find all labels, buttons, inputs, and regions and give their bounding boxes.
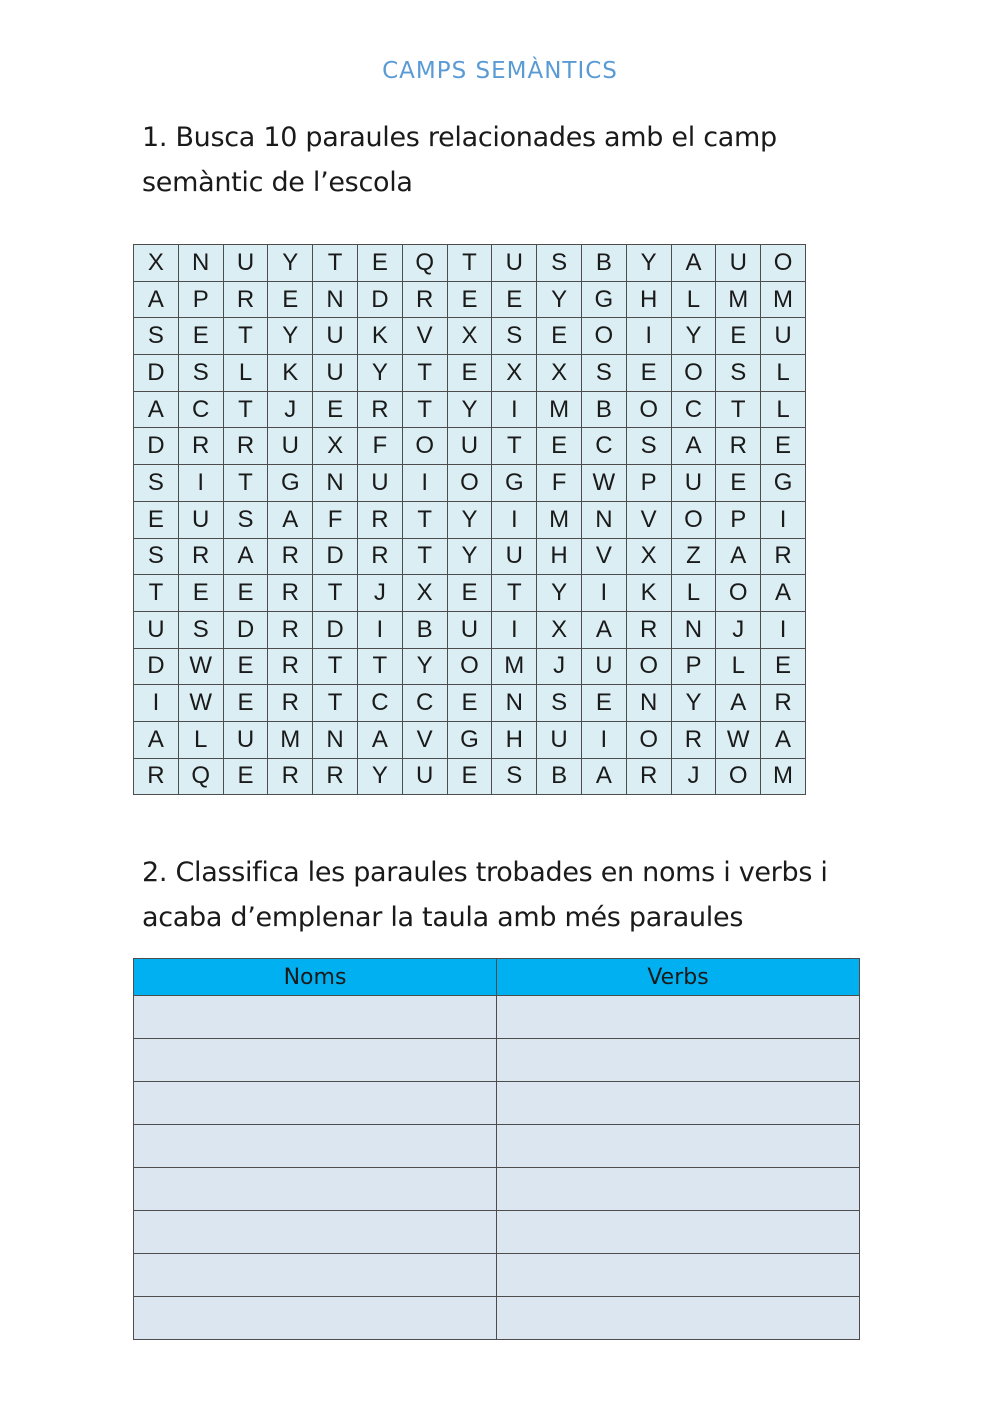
grid-cell[interactable]: D bbox=[223, 611, 268, 648]
grid-cell[interactable]: R bbox=[671, 721, 716, 758]
header-noms: Noms bbox=[134, 959, 497, 996]
classification-table bbox=[133, 958, 860, 1340]
verb-cell[interactable] bbox=[497, 1297, 860, 1340]
grid-cell[interactable]: E bbox=[447, 355, 492, 392]
grid-cell[interactable]: J bbox=[268, 391, 313, 428]
grid-cell[interactable]: B bbox=[581, 391, 626, 428]
grid-cell[interactable]: X bbox=[313, 428, 358, 465]
grid-cell[interactable]: I bbox=[492, 611, 537, 648]
grid-cell[interactable]: I bbox=[134, 685, 179, 722]
grid-cell[interactable]: I bbox=[626, 318, 671, 355]
grid-cell[interactable]: E bbox=[716, 318, 761, 355]
grid-cell[interactable]: S bbox=[134, 465, 179, 502]
noun-cell[interactable] bbox=[134, 1125, 497, 1168]
grid-cell[interactable]: I bbox=[402, 465, 447, 502]
grid-cell[interactable]: R bbox=[223, 428, 268, 465]
grid-cell[interactable]: A bbox=[268, 501, 313, 538]
grid-cell[interactable]: U bbox=[761, 318, 806, 355]
table-row bbox=[134, 1125, 860, 1168]
grid-cell[interactable]: E bbox=[761, 428, 806, 465]
grid-cell[interactable]: R bbox=[268, 575, 313, 612]
grid-cell[interactable]: C bbox=[178, 391, 223, 428]
grid-cell[interactable]: E bbox=[761, 648, 806, 685]
grid-cell[interactable]: E bbox=[581, 685, 626, 722]
grid-cell[interactable]: G bbox=[447, 721, 492, 758]
grid-cell[interactable]: G bbox=[761, 465, 806, 502]
verb-cell[interactable] bbox=[497, 996, 860, 1039]
grid-cell[interactable]: Y bbox=[357, 355, 402, 392]
grid-cell[interactable]: Y bbox=[671, 685, 716, 722]
header-verbs: Verbs bbox=[497, 959, 860, 996]
grid-cell[interactable]: O bbox=[671, 501, 716, 538]
verb-cell[interactable] bbox=[497, 1254, 860, 1297]
grid-cell[interactable]: I bbox=[581, 721, 626, 758]
grid-cell[interactable]: D bbox=[134, 648, 179, 685]
grid-cell[interactable]: E bbox=[357, 245, 402, 282]
grid-cell[interactable]: D bbox=[313, 538, 358, 575]
grid-cell[interactable]: A bbox=[134, 281, 179, 318]
grid-cell[interactable]: U bbox=[223, 245, 268, 282]
grid-cell[interactable]: F bbox=[537, 465, 582, 502]
grid-cell[interactable]: N bbox=[581, 501, 626, 538]
grid-row bbox=[134, 611, 806, 648]
grid-cell[interactable]: R bbox=[357, 391, 402, 428]
grid-cell[interactable]: V bbox=[626, 501, 671, 538]
grid-cell[interactable]: M bbox=[716, 281, 761, 318]
grid-cell[interactable]: T bbox=[134, 575, 179, 612]
grid-cell[interactable]: X bbox=[537, 611, 582, 648]
grid-row bbox=[134, 538, 806, 575]
grid-cell[interactable]: N bbox=[313, 281, 358, 318]
grid-cell[interactable]: G bbox=[581, 281, 626, 318]
grid-cell[interactable]: R bbox=[402, 281, 447, 318]
grid-cell[interactable]: U bbox=[134, 611, 179, 648]
grid-cell[interactable]: O bbox=[402, 428, 447, 465]
grid-cell[interactable]: L bbox=[761, 391, 806, 428]
grid-cell[interactable]: J bbox=[716, 611, 761, 648]
grid-cell[interactable]: F bbox=[357, 428, 402, 465]
grid-cell[interactable]: L bbox=[761, 355, 806, 392]
grid-row bbox=[134, 758, 806, 795]
table-row bbox=[134, 1039, 860, 1082]
grid-cell[interactable]: E bbox=[537, 428, 582, 465]
grid-cell[interactable]: H bbox=[626, 281, 671, 318]
table-row bbox=[134, 1168, 860, 1211]
table-row bbox=[134, 1211, 860, 1254]
grid-cell[interactable]: A bbox=[716, 538, 761, 575]
grid-cell[interactable]: S bbox=[492, 318, 537, 355]
grid-cell[interactable]: U bbox=[581, 648, 626, 685]
grid-cell[interactable]: X bbox=[492, 355, 537, 392]
grid-cell[interactable]: S bbox=[134, 538, 179, 575]
grid-cell[interactable]: X bbox=[447, 318, 492, 355]
grid-cell[interactable]: R bbox=[178, 538, 223, 575]
grid-cell[interactable]: Y bbox=[447, 538, 492, 575]
grid-row bbox=[134, 428, 806, 465]
grid-cell[interactable]: E bbox=[178, 575, 223, 612]
grid-cell[interactable]: R bbox=[761, 685, 806, 722]
grid-cell[interactable]: M bbox=[537, 391, 582, 428]
grid-cell[interactable]: U bbox=[492, 538, 537, 575]
verb-cell[interactable] bbox=[497, 1082, 860, 1125]
grid-cell[interactable]: E bbox=[223, 575, 268, 612]
grid-cell[interactable]: M bbox=[537, 501, 582, 538]
grid-cell[interactable]: A bbox=[357, 721, 402, 758]
grid-cell[interactable]: T bbox=[313, 648, 358, 685]
grid-cell[interactable]: U bbox=[671, 465, 716, 502]
grid-cell[interactable]: T bbox=[223, 465, 268, 502]
noun-cell[interactable] bbox=[134, 1168, 497, 1211]
grid-cell[interactable]: Y bbox=[671, 318, 716, 355]
grid-cell[interactable]: T bbox=[492, 428, 537, 465]
grid-cell[interactable]: C bbox=[581, 428, 626, 465]
grid-cell[interactable]: Y bbox=[402, 648, 447, 685]
grid-cell[interactable]: A bbox=[671, 245, 716, 282]
table-row bbox=[134, 1082, 860, 1125]
grid-cell[interactable]: I bbox=[492, 501, 537, 538]
word-search-grid bbox=[133, 244, 806, 795]
grid-cell[interactable]: U bbox=[537, 721, 582, 758]
grid-cell[interactable]: U bbox=[178, 501, 223, 538]
grid-cell[interactable]: X bbox=[134, 245, 179, 282]
grid-row bbox=[134, 575, 806, 612]
grid-cell[interactable]: U bbox=[716, 245, 761, 282]
noun-cell[interactable] bbox=[134, 1254, 497, 1297]
grid-cell[interactable]: O bbox=[447, 465, 492, 502]
verb-cell[interactable] bbox=[497, 1039, 860, 1082]
grid-row bbox=[134, 391, 806, 428]
grid-row bbox=[134, 281, 806, 318]
grid-cell[interactable]: L bbox=[671, 575, 716, 612]
grid-cell[interactable]: E bbox=[537, 318, 582, 355]
grid-row bbox=[134, 648, 806, 685]
grid-cell[interactable]: R bbox=[268, 758, 313, 795]
grid-cell[interactable]: T bbox=[447, 245, 492, 282]
grid-cell[interactable]: K bbox=[268, 355, 313, 392]
grid-cell[interactable]: A bbox=[581, 611, 626, 648]
grid-cell[interactable]: J bbox=[357, 575, 402, 612]
grid-cell[interactable]: T bbox=[357, 648, 402, 685]
grid-cell[interactable]: O bbox=[447, 648, 492, 685]
grid-cell[interactable]: M bbox=[492, 648, 537, 685]
grid-cell[interactable]: Y bbox=[447, 391, 492, 428]
grid-cell[interactable]: K bbox=[357, 318, 402, 355]
grid-cell[interactable]: Y bbox=[268, 318, 313, 355]
grid-cell[interactable]: X bbox=[402, 575, 447, 612]
grid-cell[interactable]: Y bbox=[537, 281, 582, 318]
grid-cell[interactable]: I bbox=[761, 501, 806, 538]
grid-cell[interactable]: B bbox=[402, 611, 447, 648]
grid-cell[interactable]: F bbox=[313, 501, 358, 538]
grid-cell[interactable]: S bbox=[223, 501, 268, 538]
grid-cell[interactable]: A bbox=[671, 428, 716, 465]
grid-cell[interactable]: R bbox=[223, 281, 268, 318]
grid-cell[interactable]: I bbox=[761, 611, 806, 648]
grid-cell[interactable]: E bbox=[268, 281, 313, 318]
grid-cell[interactable]: E bbox=[447, 685, 492, 722]
grid-cell[interactable]: T bbox=[313, 685, 358, 722]
grid-cell[interactable]: O bbox=[626, 391, 671, 428]
grid-cell[interactable]: U bbox=[313, 318, 358, 355]
grid-cell[interactable]: N bbox=[626, 685, 671, 722]
noun-cell[interactable] bbox=[134, 1297, 497, 1340]
grid-cell[interactable]: A bbox=[223, 538, 268, 575]
grid-cell[interactable]: R bbox=[716, 428, 761, 465]
grid-cell[interactable]: H bbox=[492, 721, 537, 758]
grid-cell[interactable]: W bbox=[716, 721, 761, 758]
grid-cell[interactable]: L bbox=[223, 355, 268, 392]
grid-cell[interactable]: R bbox=[357, 538, 402, 575]
grid-cell[interactable]: Y bbox=[537, 575, 582, 612]
grid-row bbox=[134, 318, 806, 355]
grid-cell[interactable]: I bbox=[581, 575, 626, 612]
grid-cell[interactable]: A bbox=[761, 721, 806, 758]
grid-cell[interactable]: E bbox=[447, 758, 492, 795]
grid-cell[interactable]: E bbox=[178, 318, 223, 355]
grid-cell[interactable]: U bbox=[223, 721, 268, 758]
grid-cell[interactable]: M bbox=[268, 721, 313, 758]
grid-cell[interactable]: T bbox=[313, 245, 358, 282]
grid-cell[interactable]: D bbox=[357, 281, 402, 318]
grid-cell[interactable]: V bbox=[402, 721, 447, 758]
grid-cell[interactable]: V bbox=[581, 538, 626, 575]
grid-cell[interactable]: O bbox=[626, 648, 671, 685]
grid-cell[interactable]: U bbox=[492, 245, 537, 282]
grid-cell[interactable]: A bbox=[716, 685, 761, 722]
grid-row bbox=[134, 501, 806, 538]
grid-row bbox=[134, 355, 806, 392]
grid-cell[interactable]: S bbox=[492, 758, 537, 795]
grid-cell[interactable]: P bbox=[716, 501, 761, 538]
grid-cell[interactable]: P bbox=[178, 281, 223, 318]
grid-cell[interactable]: A bbox=[581, 758, 626, 795]
grid-cell[interactable]: S bbox=[134, 318, 179, 355]
grid-cell[interactable]: R bbox=[268, 648, 313, 685]
grid-cell[interactable]: R bbox=[357, 501, 402, 538]
grid-cell[interactable]: U bbox=[447, 428, 492, 465]
grid-cell[interactable]: G bbox=[492, 465, 537, 502]
grid-cell[interactable]: U bbox=[447, 611, 492, 648]
exercise-1-instruction: 1. Busca 10 paraules relacionades amb el camp semàntic de l’escola bbox=[142, 122, 777, 198]
table-row bbox=[134, 1297, 860, 1340]
grid-cell[interactable]: C bbox=[357, 685, 402, 722]
grid-cell[interactable]: R bbox=[268, 611, 313, 648]
grid-cell[interactable]: T bbox=[313, 575, 358, 612]
grid-cell[interactable]: O bbox=[761, 245, 806, 282]
grid-cell[interactable]: L bbox=[671, 281, 716, 318]
table-header-row bbox=[134, 959, 860, 996]
grid-cell[interactable]: D bbox=[134, 428, 179, 465]
verb-cell[interactable] bbox=[497, 1125, 860, 1168]
grid-row bbox=[134, 721, 806, 758]
grid-cell[interactable]: L bbox=[716, 648, 761, 685]
grid-cell[interactable]: R bbox=[626, 758, 671, 795]
grid-cell[interactable]: O bbox=[581, 318, 626, 355]
grid-cell[interactable]: C bbox=[671, 391, 716, 428]
grid-cell[interactable]: E bbox=[223, 758, 268, 795]
grid-cell[interactable]: R bbox=[268, 538, 313, 575]
grid-cell[interactable]: S bbox=[178, 611, 223, 648]
grid-cell[interactable]: U bbox=[402, 758, 447, 795]
grid-cell[interactable]: O bbox=[626, 721, 671, 758]
grid-cell[interactable]: R bbox=[178, 428, 223, 465]
grid-cell[interactable]: E bbox=[447, 281, 492, 318]
exercise-2-instruction: 2. Classifica les paraules trobades en noms i verbs i acaba d’emplenar la taula amb més paraules bbox=[142, 857, 828, 933]
grid-cell[interactable]: Z bbox=[671, 538, 716, 575]
grid-cell[interactable]: S bbox=[716, 355, 761, 392]
grid-cell[interactable]: T bbox=[402, 501, 447, 538]
grid-cell[interactable]: P bbox=[626, 465, 671, 502]
grid-cell[interactable]: W bbox=[178, 685, 223, 722]
grid-cell[interactable]: I bbox=[357, 611, 402, 648]
grid-cell[interactable]: Y bbox=[626, 245, 671, 282]
grid-cell[interactable]: S bbox=[626, 428, 671, 465]
grid-cell[interactable]: T bbox=[716, 391, 761, 428]
grid-cell[interactable]: N bbox=[313, 465, 358, 502]
grid-cell[interactable]: Q bbox=[178, 758, 223, 795]
grid-cell[interactable]: R bbox=[268, 685, 313, 722]
grid-cell[interactable]: O bbox=[716, 758, 761, 795]
page-title: CAMPS SEMÀNTICS bbox=[382, 58, 618, 84]
grid-cell[interactable]: E bbox=[716, 465, 761, 502]
grid-cell[interactable]: N bbox=[492, 685, 537, 722]
grid-cell[interactable]: I bbox=[492, 391, 537, 428]
grid-cell[interactable]: M bbox=[761, 758, 806, 795]
grid-cell[interactable]: S bbox=[537, 685, 582, 722]
grid-cell[interactable]: J bbox=[671, 758, 716, 795]
grid-cell[interactable]: S bbox=[537, 245, 582, 282]
grid-cell[interactable]: Y bbox=[447, 501, 492, 538]
grid-cell[interactable]: N bbox=[178, 245, 223, 282]
grid-cell[interactable]: R bbox=[313, 758, 358, 795]
grid-cell[interactable]: S bbox=[581, 355, 626, 392]
grid-cell[interactable]: X bbox=[537, 355, 582, 392]
grid-cell[interactable]: E bbox=[134, 501, 179, 538]
verb-cell[interactable] bbox=[497, 1168, 860, 1211]
grid-cell[interactable]: E bbox=[313, 391, 358, 428]
grid-cell[interactable]: T bbox=[223, 391, 268, 428]
grid-cell[interactable]: R bbox=[134, 758, 179, 795]
grid-cell[interactable]: O bbox=[716, 575, 761, 612]
grid-cell[interactable]: Q bbox=[402, 245, 447, 282]
grid-cell[interactable]: N bbox=[671, 611, 716, 648]
noun-cell[interactable] bbox=[134, 996, 497, 1039]
grid-cell[interactable]: B bbox=[537, 758, 582, 795]
grid-cell[interactable]: U bbox=[313, 355, 358, 392]
grid-cell[interactable]: Y bbox=[268, 245, 313, 282]
grid-cell[interactable]: B bbox=[581, 245, 626, 282]
grid-cell[interactable]: D bbox=[134, 355, 179, 392]
grid-cell[interactable]: C bbox=[402, 685, 447, 722]
grid-cell[interactable]: E bbox=[447, 575, 492, 612]
grid-cell[interactable]: X bbox=[626, 538, 671, 575]
verb-cell[interactable] bbox=[497, 1211, 860, 1254]
grid-cell[interactable]: T bbox=[402, 391, 447, 428]
table-row bbox=[134, 1254, 860, 1297]
grid-cell[interactable]: R bbox=[626, 611, 671, 648]
noun-cell[interactable] bbox=[134, 1082, 497, 1125]
grid-cell[interactable]: V bbox=[402, 318, 447, 355]
grid-cell[interactable]: K bbox=[626, 575, 671, 612]
grid-cell[interactable]: G bbox=[268, 465, 313, 502]
noun-cell[interactable] bbox=[134, 1039, 497, 1082]
grid-cell[interactable]: E bbox=[223, 685, 268, 722]
grid-cell[interactable]: L bbox=[178, 721, 223, 758]
grid-cell[interactable]: T bbox=[223, 318, 268, 355]
grid-cell[interactable]: U bbox=[357, 465, 402, 502]
grid-cell[interactable]: T bbox=[402, 538, 447, 575]
grid-cell[interactable]: E bbox=[223, 648, 268, 685]
noun-cell[interactable] bbox=[134, 1211, 497, 1254]
grid-cell[interactable]: O bbox=[671, 355, 716, 392]
grid-cell[interactable]: P bbox=[671, 648, 716, 685]
grid-cell[interactable]: E bbox=[492, 281, 537, 318]
grid-cell[interactable]: J bbox=[537, 648, 582, 685]
grid-row bbox=[134, 685, 806, 722]
grid-cell[interactable]: I bbox=[178, 465, 223, 502]
grid-cell[interactable]: Y bbox=[357, 758, 402, 795]
grid-cell[interactable]: T bbox=[492, 575, 537, 612]
grid-cell[interactable]: E bbox=[626, 355, 671, 392]
grid-cell[interactable]: N bbox=[313, 721, 358, 758]
grid-cell[interactable]: W bbox=[178, 648, 223, 685]
grid-cell[interactable]: D bbox=[313, 611, 358, 648]
grid-cell[interactable]: W bbox=[581, 465, 626, 502]
grid-row bbox=[134, 465, 806, 502]
grid-cell[interactable]: U bbox=[268, 428, 313, 465]
table-row bbox=[134, 996, 860, 1039]
grid-cell[interactable]: A bbox=[134, 391, 179, 428]
grid-cell[interactable]: R bbox=[761, 538, 806, 575]
grid-row bbox=[134, 245, 806, 282]
grid-cell[interactable]: A bbox=[761, 575, 806, 612]
grid-cell[interactable]: H bbox=[537, 538, 582, 575]
grid-cell[interactable]: T bbox=[402, 355, 447, 392]
grid-cell[interactable]: A bbox=[134, 721, 179, 758]
grid-cell[interactable]: S bbox=[178, 355, 223, 392]
grid-cell[interactable]: M bbox=[761, 281, 806, 318]
